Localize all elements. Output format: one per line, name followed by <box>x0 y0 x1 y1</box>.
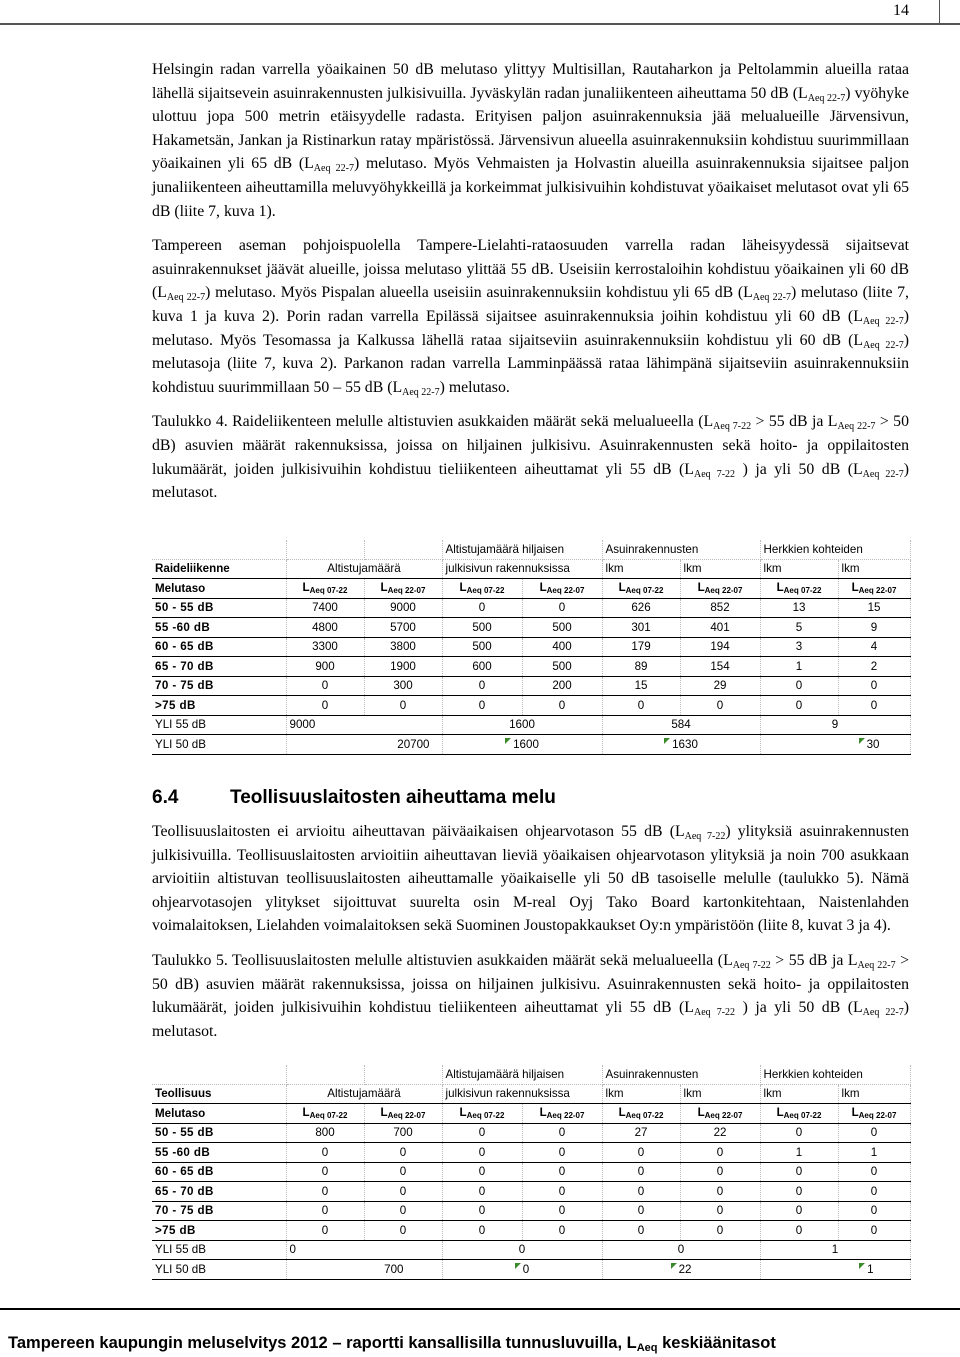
section-heading: 6.4 Teollisuuslaitosten aiheuttama melu <box>152 787 556 808</box>
header-rule-tick <box>939 0 940 24</box>
table-total-row: YLI 50 dB 20700 1600 1630 30 <box>152 735 910 755</box>
table-row: >75 dB 0 0 0 0 0 0 0 0 <box>152 1221 910 1241</box>
table-subheader-row: Melutaso LAeq 07-22 LAeq 22-07 LAeq 07-22 LAeq 22-07 LAeq 07-22 LAeq 22-07 LAeq 07-22 LAeq 22-07 <box>152 1104 910 1124</box>
table-row: 50 - 55 dB 7400 9000 0 0 626 852 13 15 <box>152 598 910 618</box>
table-row: 70 - 75 dB 0 300 0 200 15 29 0 0 <box>152 676 910 696</box>
page-number: 14 <box>893 2 909 19</box>
table-total-row: YLI 55 dB 9000 1600 584 9 <box>152 715 910 735</box>
table-category: Teollisuus <box>152 1084 286 1104</box>
comment-marker-icon <box>671 1263 677 1269</box>
table-row: 60 - 65 dB 0 0 0 0 0 0 0 0 <box>152 1162 910 1182</box>
table-category: Raideliikenne <box>152 559 286 579</box>
comment-marker-icon <box>515 1263 521 1269</box>
table5-caption: Taulukko 5. Teollisuuslaitosten melulle altistuvien asukkaiden määrät sekä melualueella ($L_{Aeq 7-22} > 55$ dB ja $L_{Aeq 22-7} > 50$ dB) asuvien määrät rakennuksissa, joissa on hiljainen julkisivu. Asuinrakennusten sekä hoito- ja oppilaitosten lukumäärät, joiden julkisivuihin kohdistuu tieliikenteen aiheuttamat yli 55 dB ($L_{Aeq 7-22}$ ) ja yli 50 dB $(L_{Aeq 22-7})$ melutasot. <box>152 951 910 1040</box>
table-teollisuus <box>152 1065 911 1280</box>
header-herkkien: Herkkien kohteiden <box>760 540 910 559</box>
table-row: 55 -60 dB 4800 5700 500 500 301 401 5 9 <box>152 618 910 638</box>
body-text-top <box>152 58 909 516</box>
comment-marker-icon <box>505 738 511 744</box>
footer-rule <box>0 1308 960 1310</box>
table-header-row <box>152 540 910 559</box>
body-text-bottom <box>152 820 909 1054</box>
table-raideliikenne <box>152 540 911 755</box>
table-header-row: Teollisuus Altistujamäärä julkisivun rakennuksissa lkm lkm lkm lkm <box>152 1084 910 1104</box>
table-header-row: Altistujamäärä hiljaisen Asuinrakennusten Herkkien kohteiden <box>152 1065 910 1084</box>
paragraph-teollisuus: Teollisuuslaitosten ei arvioitu aiheuttavan päiväaikaisen ohjearvotason 55 dB $(L_{Aeq 7-22})$ ylityksiä asuinrakennusten julkisivuilla. Teollisuuslaitosten arvioitiin aiheuttavan lieviä yöaikaisen ohjearvotason ylityksiä ja noin 700 asukkaan arvioitiin altistuvan teollisuuslaitosten aiheuttamalle yöaikaiselle yli 50 dB tasoiselle melulle (taulukko 5). Nämä ohjearvotasojen ylitykset sijoittuvat suurelta osin M-real Oyj Tako Board kartonkitehtaan, Naistenlahden voimalaitoksen, Lielahden voimalaitoksen sekä Suominen Joustopakkaukset Oy:n ympäristöön (liite 8, kuvat 3 ja 4). <box>152 823 909 935</box>
table-row: 65 - 70 dB 900 1900 600 500 89 154 1 2 <box>152 657 910 677</box>
paragraph-tampere-lielahti: Tampereen aseman pohjoispuolella Tampere-Lielahti-rataosuuden varrella radan läheisyydessä sijaitsevat asuinrakennukset jäävät alueille, joissa melutaso ylittää 55 dB. Useisiin kerrostaloihin kohdistuu yöaikainen yli 60 dB $(L_{Aeq 22-7})$ melutaso. Myös Pispalan alueella useisiin asuinrakennuksiin kohdistuu yli 65 dB $(L_{Aeq 22-7})$ melutaso (liite 7, kuva 1 ja kuva 2). Porin radan varrella Epilässä sijaitsee asuinrakennuksia joihin kohdistuu yli 60 dB $(L_{Aeq 22-7})$ melutaso. Myös Tesomassa ja Kalkussa lähellä rataa sijaitseviin asuinrakennuksiin kohdistuu yli 60 dB $(L_{Aeq 22-7})$ melutasoja (liite 7, kuva 2). Parkanon radan varrella Lamminpäässä rataa lähimpänä sijaitseviin asuinrakennuksiin kohdistuu suurimmillaan 50 – 55 dB $(L_{Aeq 22-7})$ melutaso. <box>152 237 909 398</box>
comment-marker-icon <box>859 1263 865 1269</box>
table-row: >75 dB 0 0 0 0 0 0 0 0 <box>152 696 910 716</box>
header-asuinrakennusten: Asuinrakennusten <box>602 540 760 559</box>
comment-marker-icon <box>664 738 670 744</box>
table4-caption: Taulukko 4. Raideliikenteen melulle altistuvien asukkaiden määrät sekä melualueella ($L_{Aeq 7-22} > 55$ dB ja $L_{Aeq 22-7} > 50$ dB) asuvien määrät rakennuksissa, joissa on hiljainen julkisivu. Asuinrakennusten sekä hoito- ja oppilaitosten lukumäärät, joiden julkisivuihin kohdistuu tieliikenteen aiheuttamat yli 55 dB ($L_{Aeq 7-22}$ ) ja yli 50 dB $(L_{Aeq 22-7})$ melutasot. <box>152 413 910 502</box>
table-header-row: Raideliikenne Altistujamäärä julkisivun rakennuksissa lkm lkm lkm lkm <box>152 559 910 579</box>
table-row: 55 -60 dB 0 0 0 0 0 0 1 1 <box>152 1143 910 1163</box>
table-total-row: YLI 55 dB 0 0 0 1 <box>152 1240 910 1260</box>
header-rule <box>0 23 960 25</box>
table-row: 65 - 70 dB 0 0 0 0 0 0 0 0 <box>152 1182 910 1202</box>
paragraph-helsinki-jyvaskyla: Helsingin radan varrella yöaikainen 50 dB melutaso ylittyy Multisillan, Rautaharkon ja Peltolammin alueilla rataa lähellä sijaitsevein asuinrakennusten julkisivuilla. Jyväskylän radan junaliikenteen aiheuttama 50 dB $(L_{Aeq 22-7})$ vyöhyke ulottuu jopa 500 metrin etäisyydelle radasta. Erityisen paljon asuinrakennuksia jää melualueille Järvensivun, Hakametsän, Jankan ja Ristinarkun ratay mpäristössä. Järvensivun alueella asuinrakennuksiin kohdistuu suurimmillaan yöaikainen yli 65 dB $(L_{Aeq 22-7})$ melutaso. Myös Vehmaisten ja Holvastin alueilla asuinrakennuksia sijaitsee paljon junaliikenteen aiheuttamilla meluvyöhykkeillä ja korkeimmat julkisivuihin kohdistuvat yöaikaiset melutasot ovat yli 65 dB (liite 7, kuva 1). <box>152 61 910 220</box>
table-row: 50 - 55 dB 800 700 0 0 27 22 0 0 <box>152 1123 910 1143</box>
table-row: 60 - 65 dB 3300 3800 500 400 179 194 3 4 <box>152 637 910 657</box>
header-hiljainen: Altistujamäärä hiljaisen <box>442 540 602 559</box>
comment-marker-icon <box>859 738 865 744</box>
table-subheader-row: Melutaso LAeq 07-22 LAeq 22-07 LAeq 07-22 LAeq 22-07 LAeq 07-22 LAeq 22-07 LAeq 07-22 LAeq 22-07 <box>152 579 910 599</box>
page-footer: Tampereen kaupungin meluselvitys 2012 – raportti kansallisilla tunnusluvuilla, $L_{Aeq}$ keskiäänitasot <box>8 1334 776 1354</box>
table-row: 70 - 75 dB 0 0 0 0 0 0 0 0 <box>152 1201 910 1221</box>
table-total-row: YLI 50 dB 700 0 22 1 <box>152 1260 910 1280</box>
